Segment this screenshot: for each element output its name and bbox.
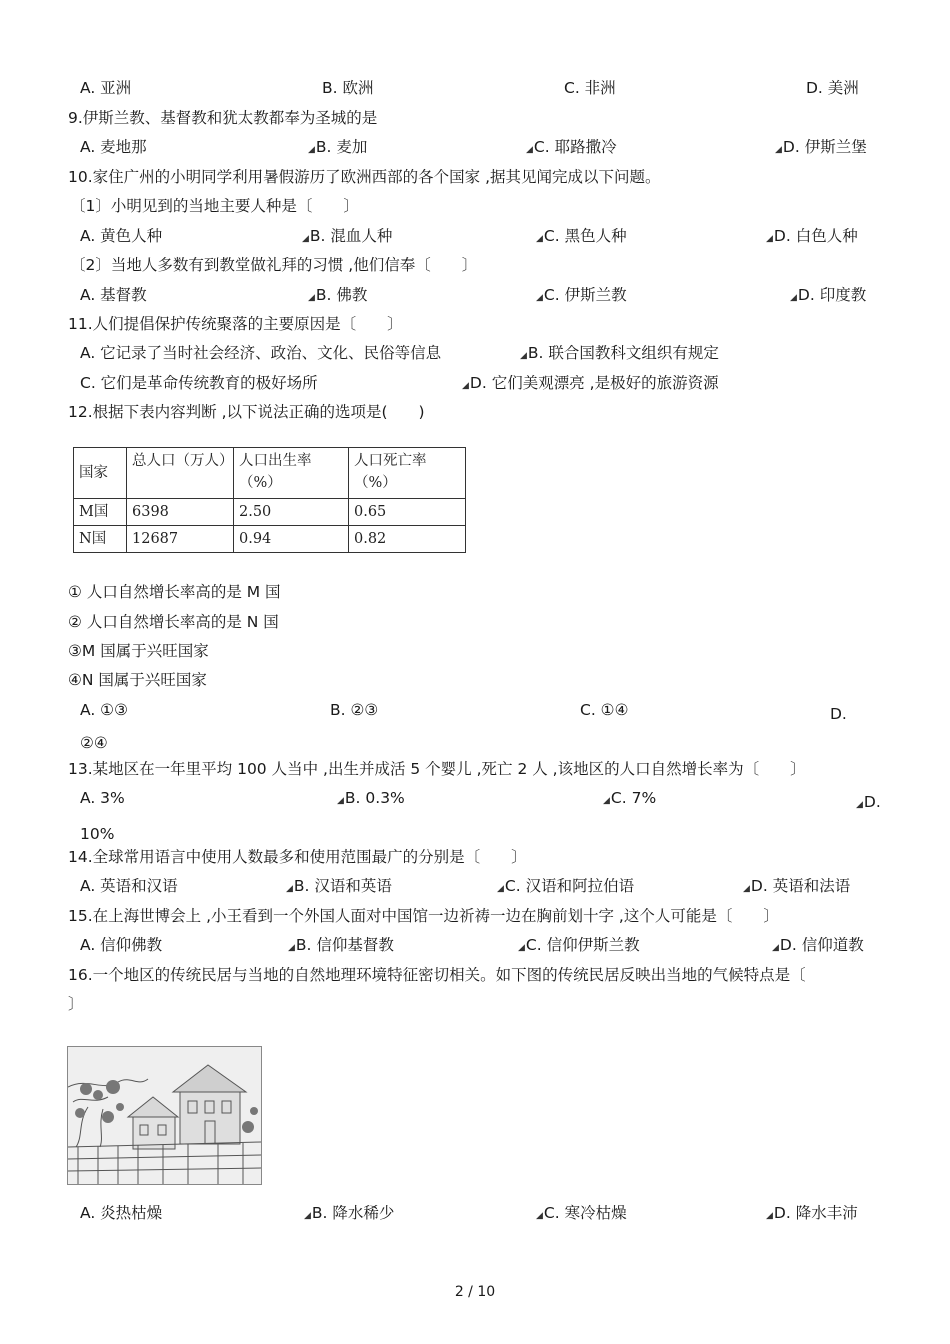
answer-mark-icon: ◢	[497, 884, 504, 894]
table-cell: 6398	[127, 499, 234, 526]
answer-mark-icon: ◢	[526, 145, 533, 155]
q10-2-option-c-row	[536, 285, 627, 308]
q14-option-d-row	[743, 876, 850, 899]
q14-option-b: B. 汉语和英语	[293, 877, 392, 895]
q10-stem: 10.家住广州的小明同学利用暑假游历了欧洲西部的各个国家 ,据其见闻完成以下问题。	[68, 168, 661, 186]
q15-option-a: A. 信仰佛教	[80, 936, 163, 954]
q10-2-stem: 〔2〕当地人多数有到教堂做礼拜的习惯 ,他们信奉〔 〕	[70, 256, 478, 274]
q15-stem: 15.在上海世博会上 ,小王看到一个外国人面对中国馆一边祈祷一边在胸前划十字 ,这个人可能是〔 〕	[68, 907, 779, 925]
q15-option-b: B. 信仰基督教	[295, 936, 394, 954]
answer-mark-icon: ◢	[520, 351, 527, 361]
answer-mark-icon: ◢	[766, 234, 773, 244]
q16-option-b-row	[304, 1203, 394, 1226]
q10-2-option-b: B. 佛教	[315, 286, 368, 304]
q10-1-option-b-row	[302, 226, 392, 249]
q16-stem: 16.一个地区的传统民居与当地的自然地理环境特征密切相关。如下图的传统民居反映出当地的气候特点是〔	[68, 966, 806, 984]
q15-option-d: D. 信仰道教	[779, 936, 864, 954]
q9-option-d-row	[775, 137, 867, 160]
q10-2-option-a: A. 基督教	[80, 286, 147, 304]
table-header-cell: 人口死亡率（%）	[349, 448, 466, 499]
q11-option-a: A. 它记录了当时社会经济、政治、文化、民俗等信息	[80, 344, 442, 362]
answer-mark-icon: ◢	[790, 293, 797, 303]
q11-option-c: C. 它们是革命传统教育的极好场所	[80, 374, 318, 392]
table-row	[74, 499, 466, 526]
q12-statement-2: ② 人口自然增长率高的是 N 国	[68, 613, 279, 631]
q10-2-option-b-row	[308, 285, 367, 308]
answer-mark-icon: ◢	[462, 381, 469, 391]
q13-option-d: D. 10%	[80, 793, 881, 843]
q10-1-stem: 〔1〕小明见到的当地主要人种是〔 〕	[70, 197, 359, 215]
q13-stem: 13.某地区在一年里平均 100 人当中 ,出生并成活 5 个婴儿 ,死亡 2 人 ,该地区的人口自然增长率为〔 〕	[68, 760, 806, 778]
q9-stem: 9.伊斯兰教、基督教和犹太教都奉为圣城的是	[68, 109, 378, 127]
q14-option-b-row	[286, 876, 392, 899]
answer-mark-icon: ◢	[772, 943, 779, 953]
answer-mark-icon: ◢	[536, 1211, 543, 1221]
table-row	[74, 526, 466, 553]
table-cell: 0.65	[349, 499, 466, 526]
q12-stem: 12.根据下表内容判断 ,以下说法正确的选项是( )	[68, 403, 425, 421]
answer-mark-icon: ◢	[304, 1211, 311, 1221]
q8-option-c: C. 非洲	[564, 79, 616, 97]
q12-option-d: D. ②④	[80, 705, 847, 752]
answer-mark-icon: ◢	[603, 796, 610, 806]
q9-option-c: C. 耶路撒冷	[533, 138, 617, 156]
table-cell: 0.94	[234, 526, 349, 553]
q10-1-option-b: B. 混血人种	[309, 227, 393, 245]
q11-option-b: B. 联合国教科文组织有规定	[527, 344, 719, 362]
q15-option-b-row	[288, 935, 394, 958]
q15-option-c-row	[518, 935, 640, 958]
table-header-cell: 人口出生率（%）	[234, 448, 349, 499]
q9-option-c-row	[526, 137, 617, 160]
q10-1-option-a: A. 黄色人种	[80, 227, 163, 245]
answer-mark-icon: ◢	[288, 943, 295, 953]
q10-1-option-d-row	[766, 226, 858, 249]
q11-stem: 11.人们提倡保护传统聚落的主要原因是〔 〕	[68, 315, 403, 333]
q16-option-d: D. 降水丰沛	[773, 1204, 858, 1222]
q12-option-c: C. ①④	[580, 701, 629, 719]
answer-mark-icon: ◢	[766, 1211, 773, 1221]
table-header-cell: 国家	[74, 448, 127, 499]
answer-mark-icon: ◢	[337, 796, 344, 806]
table-cell: 0.82	[349, 526, 466, 553]
house-sketch-icon	[68, 1047, 261, 1184]
table-header-cell: 总人口（万人）	[127, 448, 234, 499]
q9-option-b: B. 麦加	[315, 138, 368, 156]
q16-option-c: C. 寒冷枯燥	[543, 1204, 627, 1222]
answer-mark-icon: ◢	[775, 145, 782, 155]
q10-2-option-d-row	[790, 285, 866, 308]
q11-option-d-row	[462, 373, 719, 396]
q12-statement-4: ④N 国属于兴旺国家	[68, 671, 207, 689]
q13-option-d-row	[80, 788, 881, 849]
q8-option-d: D. 美洲	[806, 79, 859, 97]
q12-option-a: A. ①③	[80, 701, 128, 719]
answer-mark-icon: ◢	[308, 145, 315, 155]
q13-option-c: C. 7%	[610, 789, 657, 807]
q16-option-b: B. 降水稀少	[311, 1204, 395, 1222]
q14-option-c-row	[497, 876, 634, 899]
answer-mark-icon: ◢	[536, 293, 543, 303]
q10-2-option-d: D. 印度教	[797, 286, 867, 304]
q13-option-b: B. 0.3%	[344, 789, 405, 807]
answer-mark-icon: ◢	[302, 234, 309, 244]
q8-option-b: B. 欧洲	[322, 79, 374, 97]
q14-option-d: D. 英语和法语	[750, 877, 851, 895]
answer-mark-icon: ◢	[286, 884, 293, 894]
answer-mark-icon: ◢	[518, 943, 525, 953]
answer-mark-icon: ◢	[308, 293, 315, 303]
q9-option-a: A. 麦地那	[80, 138, 147, 156]
table-cell: M国	[74, 499, 127, 526]
q11-option-b-row	[520, 343, 719, 366]
traditional-dwelling-image	[67, 1046, 262, 1185]
q16-option-c-row	[536, 1203, 627, 1226]
q15-option-d-row	[772, 935, 864, 958]
q10-1-option-c-row	[536, 226, 627, 249]
answer-mark-icon: ◢	[536, 234, 543, 244]
q11-option-d: D. 它们美观漂亮 ,是极好的旅游资源	[469, 374, 719, 392]
q12-option-b: B. ②③	[330, 701, 379, 719]
q10-2-option-c: C. 伊斯兰教	[543, 286, 627, 304]
table-header-row	[74, 448, 466, 499]
q8-option-a: A. 亚洲	[80, 79, 132, 97]
q9-option-b-row	[308, 137, 367, 160]
q10-1-option-d: D. 白色人种	[773, 227, 858, 245]
population-table	[73, 447, 466, 553]
page-number: 2 / 10	[454, 1284, 496, 1300]
answer-mark-icon: ◢	[856, 800, 863, 810]
q15-option-c: C. 信仰伊斯兰教	[525, 936, 640, 954]
answer-mark-icon: ◢	[743, 884, 750, 894]
table-cell: N国	[74, 526, 127, 553]
q16-stem-continued: 〕	[68, 995, 84, 1013]
table-cell: 2.50	[234, 499, 349, 526]
q14-option-a: A. 英语和汉语	[80, 877, 178, 895]
q10-1-option-c: C. 黑色人种	[543, 227, 627, 245]
q12-statement-3: ③M 国属于兴旺国家	[68, 642, 209, 660]
q9-option-d: D. 伊斯兰堡	[782, 138, 867, 156]
table-cell: 12687	[127, 526, 234, 553]
q16-option-d-row	[766, 1203, 858, 1226]
q12-statement-1: ① 人口自然增长率高的是 M 国	[68, 583, 281, 601]
q14-stem: 14.全球常用语言中使用人数最多和使用范围最广的分别是〔 〕	[68, 848, 527, 866]
q13-option-a: A. 3%	[80, 789, 125, 807]
q14-option-c: C. 汉语和阿拉伯语	[504, 877, 635, 895]
q16-option-a: A. 炎热枯燥	[80, 1204, 163, 1222]
